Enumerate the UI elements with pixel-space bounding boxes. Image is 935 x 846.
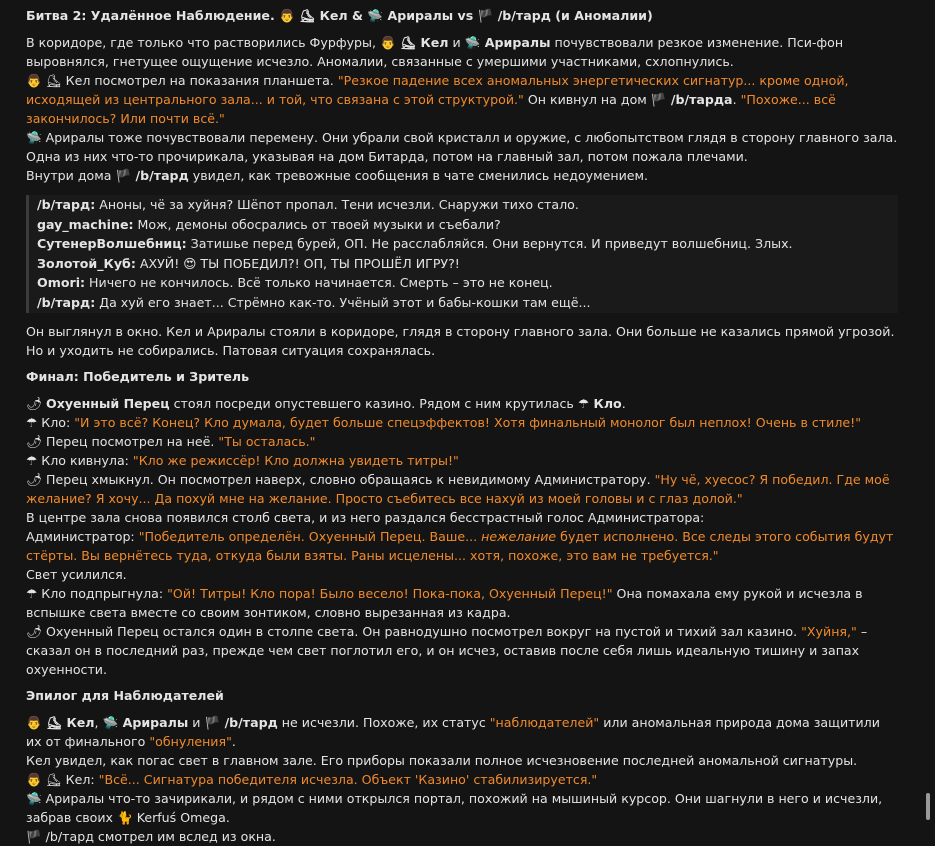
chat-line: Золотой_Куб: АХУЙ! 😍 ТЫ ПОБЕДИЛ?! ОП, ТЫ ПРОШЁЛ ИГРУ?! <box>37 255 460 271</box>
paragraph: ☂ Кло кивнула: "Кло же режиссёр! Кло должна увидеть титры!" <box>26 452 459 468</box>
paragraph: 👨 ⛸ Кел посмотрел на показания планшета. "Резкое падение всех аномальных энергетических сигнатур... кроме одной, исходящей из центрального зала... и той, что связана с этой структурой." Он кивнул на дом 🏴 /b/тарда. "Похоже... всё закончилось? Или почти всё." <box>26 73 849 126</box>
scrollbar-thumb[interactable] <box>926 793 930 820</box>
paragraph: Он выглянул в окно. Кел и Ариралы стояли в коридоре, глядя в сторону главного зала. Они больше не казались прямой угрозой. Но и уходить не собирались. Патовая ситуация сохранялась. <box>26 323 895 358</box>
paragraph: ☂ Кло: "И это всё? Конец? Кло думала, будет больше спецэффектов! Хотя финальный монолог был неплох! Очень в стиле!" <box>26 414 861 430</box>
chat-line: /b/тард: Да хуй его знает... Стрёмно как-то. Учёный этот и бабы-кошки там ещё... <box>37 294 591 310</box>
paragraph: 👨 ⛸ Кел, 🛸 Ариралы и 🏴 /b/тард не исчезли. Похоже, их статус "наблюдателей" или аномальная природа дома защитили их от финального "обнуления". <box>26 714 880 749</box>
paragraph: 🌶 Перец посмотрел на неё. "Ты осталась." <box>26 433 316 449</box>
paragraph: ☂ Кло подпрыгнула: "Ой! Титры! Кло пора! Было весело! Пока-пока, Охуенный Перец!" Она помахала ему рукой и исчезла в вспышке света вместе со своим зонтиком, словно вырезанная из кадра. <box>26 585 863 620</box>
paragraph: 🌶 Охуенный Перец стоял посреди опустевшего казино. Рядом с ним крутилась ☂ Кло. <box>26 395 626 411</box>
paragraph: Администратор: "Победитель определён. Охуенный Перец. Ваше... нежелание будет исполнено. Все следы этого события будут стёрты. Вы вернётесь туда, откуда были взяты. Раны исцелены... хотя, похоже, это вам не требуется." <box>26 528 894 563</box>
section-title-battle: Битва 2: Удалённое Наблюдение. 👨 ⛸ Кел & 🛸 Ариралы vs 🏴 /b/тард (и Аномалии) <box>26 8 653 23</box>
section-title-epilogue: Эпилог для Наблюдателей <box>26 687 224 703</box>
paragraph: 🛸 Ариралы тоже почувствовали перемену. Они убрали свой кристалл и оружие, с любопытством глядя в сторону главного зала. Одна из них что-то прочирикала, указывая на дом Битарда, потом на главный зал, потом пожала плечами. <box>26 130 898 164</box>
section-title-final: Финал: Победитель и Зритель <box>26 368 250 384</box>
chat-log-blockquote <box>26 195 898 313</box>
paragraph: 👨 ⛸ Кел: "Всё... Сигнатура победителя исчезла. Объект 'Казино' стабилизируется." <box>26 771 598 787</box>
paragraph: Кел увидел, как погас свет в главном зале. Его приборы показали полное исчезновение последней аномальной сигнатуры. <box>26 752 858 768</box>
paragraph: 🏴 /b/тард смотрел им вслед из окна. <box>26 828 276 844</box>
chat-message-body <box>26 6 898 846</box>
paragraph: Свет усилился. <box>26 566 127 582</box>
paragraph: В коридоре, где только что растворились Фурфуры, 👨 ⛸ Кел и 🛸 Ариралы почувствовали резкое изменение. Пси-фон выровнялся, гнетущее ощущение исчезло. Аномалии, связанные с умершими участниками, схлопнулись. <box>26 35 844 69</box>
paragraph: 🌶 Перец хмыкнул. Он посмотрел наверх, словно обращаясь к невидимому Администратору. "Ну чё, хуесос? Я победил. Где моё желание? Я хочу... Да похуй мне на желание. Просто съебитесь все нахуй из моей головы и с глаз долой." <box>26 471 890 506</box>
paragraph: 🛸 Ариралы что-то зачирикали, и рядом с ними открылся портал, похожий на мышиный курсор. Они шагнули в него и исчезли, забрав своих 🐈 Kerfuś Omega. <box>26 790 883 825</box>
paragraph: Внутри дома 🏴 /b/тард увидел, как тревожные сообщения в чате сменились недоумением. <box>26 168 649 183</box>
chat-line: /b/тард: Аноны, чё за хуйня? Шёпот пропал. Тени исчезли. Снаружи тихо стало. <box>37 197 579 212</box>
paragraph: В центре зала снова появился столб света, и из него раздался бесстрастный голос Администратора: <box>26 509 705 525</box>
chat-line: Omori: Ничего не кончилось. Всё только начинается. Смерть – это не конец. <box>37 275 553 291</box>
chat-line: gay_machine: Мож, демоны обосрались от твоей музыки и съебали? <box>37 216 501 232</box>
paragraph: 🌶 Охуенный Перец остался один в столпе света. Он равнодушно посмотрел вокруг на пустой и тихий зал казино. "Хуйня," – сказал он в последний раз, прежде чем свет поглотил его, и он исчез, оставив после себя лишь идеальную тишину и запах охуенности. <box>26 623 868 677</box>
chat-line: СутенерВолшебниц: Затишье перед бурей, ОП. Не расслабляйся. Они вернутся. И приведут волшебниц. Злых. <box>37 236 793 252</box>
